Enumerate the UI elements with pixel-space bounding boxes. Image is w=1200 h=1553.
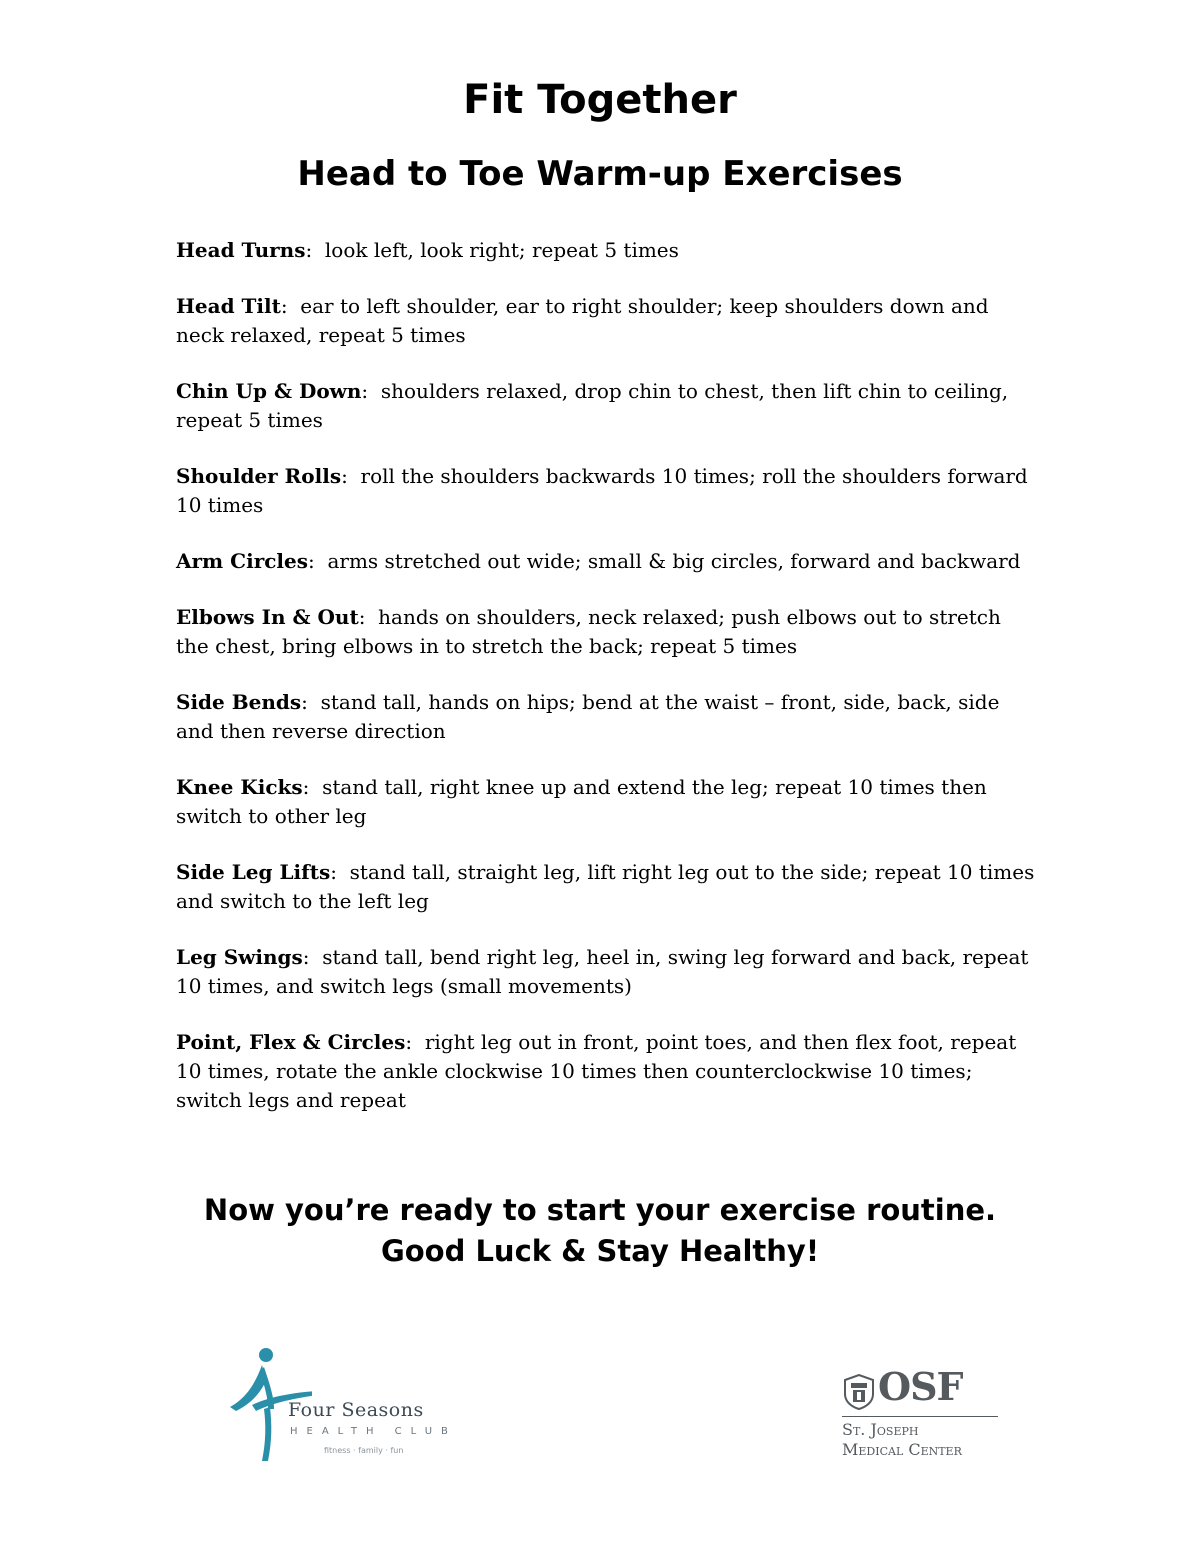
exercise-name: Head Turns bbox=[176, 238, 306, 262]
exercise-item: Head Tilt: ear to left shoulder, ear to right shoulder; keep shoulders down and neck relaxed, repeat 5 times bbox=[176, 294, 989, 347]
exercise-name: Side Leg Lifts bbox=[176, 860, 331, 884]
exercise-item: Side Bends: stand tall, hands on hips; bend at the waist – front, side, back, side and then reverse direction bbox=[176, 690, 1000, 743]
exercise-name: Head Tilt bbox=[176, 294, 281, 318]
exercise-name: Arm Circles bbox=[176, 549, 308, 573]
exercise-item: Chin Up & Down: shoulders relaxed, drop chin to chest, then lift chin to ceiling, repeat 5 times bbox=[176, 379, 1009, 432]
exercise-name: Point, Flex & Circles bbox=[176, 1030, 406, 1054]
four-seasons-logo bbox=[222, 1345, 462, 1470]
document-title: Fit Together bbox=[463, 77, 737, 123]
four-seasons-name: Four Seasons bbox=[288, 1399, 424, 1421]
exercise-description: stand tall, hands on hips; bend at the waist – front, side, back, side and then reverse direction bbox=[176, 690, 1000, 743]
osf-wordmark: OSF bbox=[878, 1364, 963, 1409]
exercise-name: Knee Kicks bbox=[176, 775, 303, 799]
osf-seal-icon bbox=[842, 1374, 876, 1410]
closing-line-1: Now you’re ready to start your exercise routine. bbox=[203, 1193, 997, 1227]
closing-line-2: Good Luck & Stay Healthy! bbox=[380, 1234, 820, 1268]
exercise-item: Arm Circles: arms stretched out wide; small & big circles, forward and backward bbox=[176, 549, 1021, 573]
four-seasons-subtitle: HEALTH CLUB bbox=[290, 1426, 457, 1437]
osf-divider bbox=[842, 1416, 998, 1417]
osf-logo bbox=[842, 1364, 1012, 1468]
exercise-name: Side Bends bbox=[176, 690, 302, 714]
exercise-item: Elbows In & Out: hands on shoulders, neck relaxed; push elbows out to stretch the chest, bring elbows in to stretch the back; repeat 5 times bbox=[176, 605, 1001, 658]
exercise-name: Shoulder Rolls bbox=[176, 464, 342, 488]
exercise-description: roll the shoulders backwards 10 times; roll the shoulders forward 10 times bbox=[176, 464, 1028, 517]
exercise-name: Chin Up & Down bbox=[176, 379, 362, 403]
exercise-item: Shoulder Rolls: roll the shoulders backwards 10 times; roll the shoulders forward 10 times bbox=[176, 464, 1028, 517]
exercise-item: Leg Swings: stand tall, bend right leg, heel in, swing leg forward and back, repeat 10 times, and switch legs (small movements) bbox=[176, 945, 1029, 998]
exercise-description: stand tall, right knee up and extend the leg; repeat 10 times then switch to other leg bbox=[176, 775, 987, 828]
exercise-item: Head Turns: look left, look right; repeat 5 times bbox=[176, 238, 679, 262]
osf-facility: Medical Center bbox=[842, 1440, 962, 1459]
document-subtitle: Head to Toe Warm-up Exercises bbox=[297, 154, 903, 194]
exercise-description: hands on shoulders, neck relaxed; push elbows out to stretch the chest, bring elbows in to stretch the back; repeat 5 times bbox=[176, 605, 1001, 658]
exercise-description: stand tall, straight leg, lift right leg out to the side; repeat 10 times and switch to the left leg bbox=[176, 860, 1035, 913]
exercise-description: stand tall, bend right leg, heel in, swing leg forward and back, repeat 10 times, and switch legs (small movements) bbox=[176, 945, 1029, 998]
exercise-item: Knee Kicks: stand tall, right knee up and extend the leg; repeat 10 times then switch to other leg bbox=[176, 775, 987, 828]
exercise-description: shoulders relaxed, drop chin to chest, then lift chin to ceiling, repeat 5 times bbox=[176, 379, 1009, 432]
exercise-item: Point, Flex & Circles: right leg out in front, point toes, and then flex foot, repeat 10 times, rotate the ankle clockwise 10 times then counterclockwise 10 times; switch legs and repeat bbox=[176, 1030, 1017, 1112]
four-seasons-tagline: fitness · family · fun bbox=[324, 1446, 404, 1455]
exercise-name: Elbows In & Out bbox=[176, 605, 359, 629]
exercise-item: Side Leg Lifts: stand tall, straight leg, lift right leg out to the side; repeat 10 times and switch to the left leg bbox=[176, 860, 1035, 913]
exercise-description: look left, look right; repeat 5 times bbox=[324, 238, 679, 262]
osf-location: St. Joseph bbox=[842, 1420, 919, 1439]
closing-message bbox=[0, 1190, 1200, 1272]
exercise-description: ear to left shoulder, ear to right shoulder; keep shoulders down and neck relaxed, repeat 5 times bbox=[176, 294, 989, 347]
exercise-list bbox=[176, 236, 1036, 1142]
exercise-description: right leg out in front, point toes, and then flex foot, repeat 10 times, rotate the ankle clockwise 10 times then counterclockwise 10 times; switch legs and repeat bbox=[176, 1030, 1017, 1112]
exercise-description: arms stretched out wide; small & big circles, forward and backward bbox=[327, 549, 1021, 573]
exercise-name: Leg Swings bbox=[176, 945, 303, 969]
